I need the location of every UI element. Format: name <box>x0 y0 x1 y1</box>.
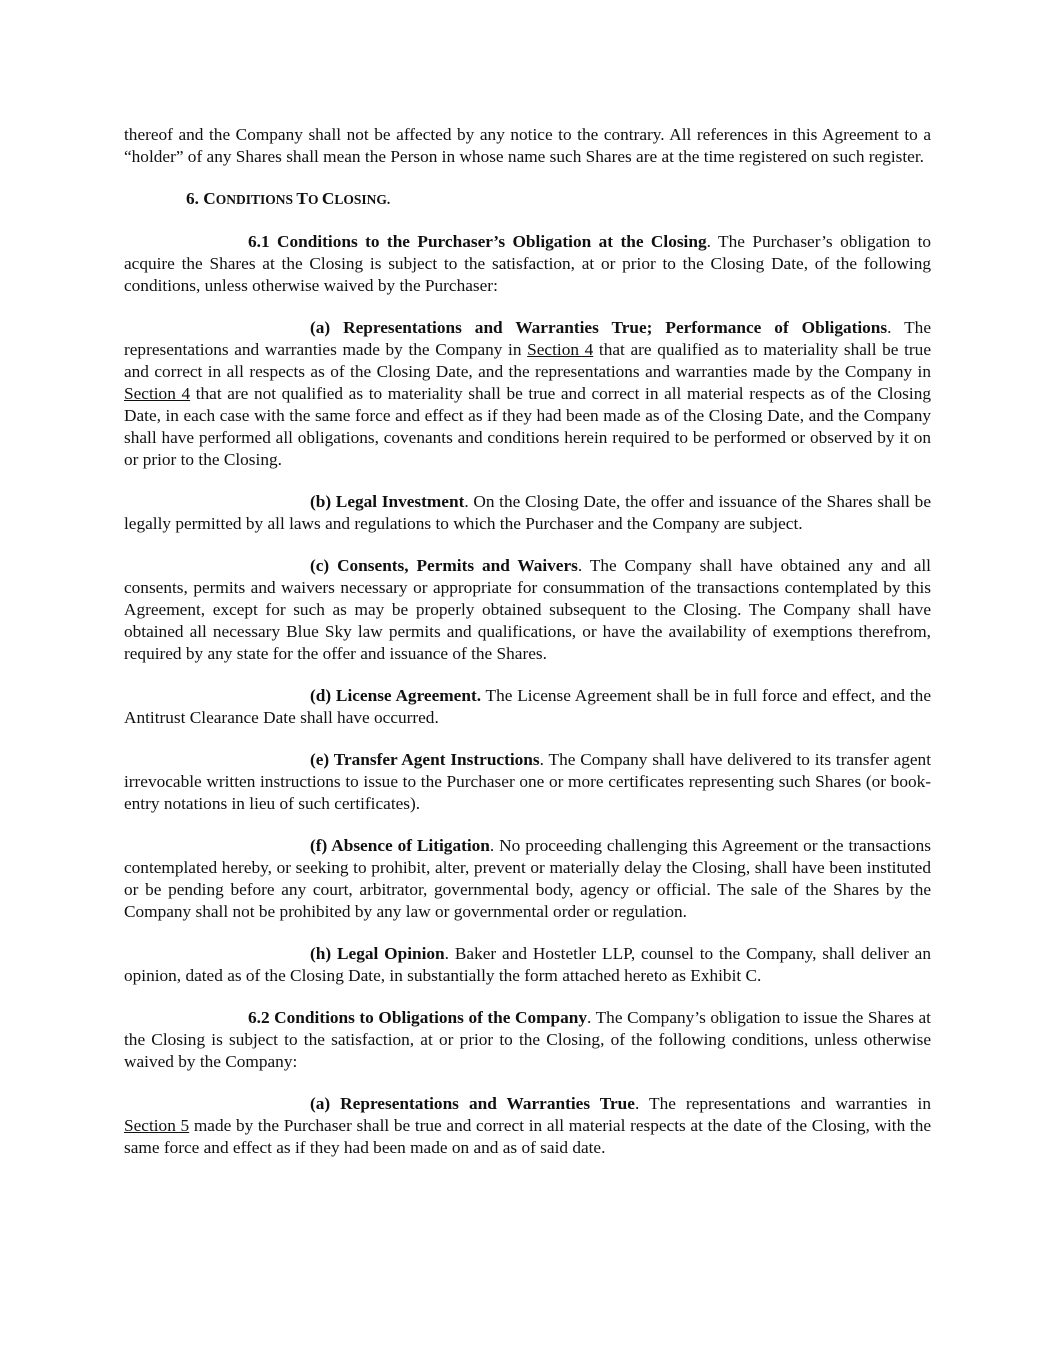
section-6-2-title: 6.2 Conditions to Obligations of the Company <box>248 1008 588 1027</box>
clause-6-1-b: (b) Legal Investment. On the Closing Date, the offer and issuance of the Shares shall be legally permitted by all laws and regulations to which the Purchaser and the Company are subject. <box>124 492 931 533</box>
clause-6-1-a: (a) Representations and Warranties True; Performance of Obligations. The representations and warranties made by the Company in Section 4 that are qualified as to materiality shall be true and correct in all respects as of the Closing Date, and the representations and warranties made by the Company in Section 4 that are not qualified as to materiality shall be true and correct in all material respects as of the Closing Date, in each case with the same force and effect as if they had been made as of the Closing Date, and the Company shall have performed all obligations, covenants and conditions herein required to be performed or observed by it on or prior to the Closing. <box>124 318 931 469</box>
clause-6-1-b-title: (b) Legal Investment <box>310 492 465 511</box>
section-6-2-paragraph: 6.2 Conditions to Obligations of the Company. The Company’s obligation to issue the Shares at the Closing is subject to the satisfaction, at or prior to the Closing, of the following conditions, unless otherwise waived by the Company: <box>124 1008 931 1071</box>
clause-6-1-h: (h) Legal Opinion. Baker and Hostetler LLP, counsel to the Company, shall deliver an opinion, dated as of the Closing Date, in substantially the form attached hereto as Exhibit C. <box>124 944 931 985</box>
clause-6-1-h-title: (h) Legal Opinion <box>310 944 445 963</box>
clause-6-1-e-title: (e) Transfer Agent Instructions <box>310 750 540 769</box>
section-5-reference[interactable]: Section 5 <box>124 1116 190 1135</box>
clause-6-1-e: (e) Transfer Agent Instructions. The Company shall have delivered to its transfer agent irrevocable written instructions to issue to the Purchaser one or more certificates representing such Shares (or book-entry notations in lieu of such certificates). <box>124 750 931 813</box>
clause-6-1-f: (f) Absence of Litigation. No proceeding challenging this Agreement or the transactions contemplated hereby, or seeking to prohibit, alter, prevent or materially delay the Closing, shall have been instituted or be pending before any court, arbitrator, governmental body, agency or official. The sale of the Shares by the Company shall not be prohibited by any law or governmental order or regulation. <box>124 836 931 921</box>
section-6-heading: 6. CONDITIONS TO CLOSING. <box>186 189 391 208</box>
section-4-reference[interactable]: Section 4 <box>527 340 594 359</box>
clause-6-1-a-title: (a) Representations and Warranties True; Performance of Obligations <box>310 318 888 337</box>
intro-paragraph: thereof and the Company shall not be affected by any notice to the contrary. All references in this Agreement to a “holder” of any Shares shall mean the Person in whose name such Shares are at the time registered on such register. <box>124 125 931 166</box>
clause-6-1-c: (c) Consents, Permits and Waivers. The Company shall have obtained any and all consents, permits and waivers necessary or appropriate for consummation of the transactions contemplated by this Agreement, except for such as may be properly obtained subsequent to the Closing. The Company shall have obtained all necessary Blue Sky law permits and qualifications, or have the availability of exemptions therefrom, required by any state for the offer and issuance of the Shares. <box>124 556 931 663</box>
document-body <box>124 124 931 1179</box>
clause-6-2-a: (a) Representations and Warranties True. The representations and warranties in Section 5 made by the Purchaser shall be true and correct in all material respects at the date of the Closing, with the same force and effect as if they had been made on and as of said date. <box>124 1094 932 1157</box>
clause-6-1-d-title: (d) License Agreement. <box>310 686 482 705</box>
section-4-reference[interactable]: Section 4 <box>124 384 191 403</box>
section-6-1-title: 6.1 Conditions to the Purchaser’s Obligation at the Closing <box>248 232 707 251</box>
clause-6-1-f-title: (f) Absence of Litigation <box>310 836 490 855</box>
clause-6-1-d: (d) License Agreement. The License Agreement shall be in full force and effect, and the Antitrust Clearance Date shall have occurred. <box>124 686 931 727</box>
section-6-1-paragraph: 6.1 Conditions to the Purchaser’s Obligation at the Closing. The Purchaser’s obligation to acquire the Shares at the Closing is subject to the satisfaction, at or prior to the Closing Date, of the following conditions, unless otherwise waived by the Purchaser: <box>124 232 932 295</box>
clause-6-1-c-title: (c) Consents, Permits and Waivers <box>310 556 578 575</box>
clause-6-2-a-title: (a) Representations and Warranties True <box>310 1094 635 1113</box>
